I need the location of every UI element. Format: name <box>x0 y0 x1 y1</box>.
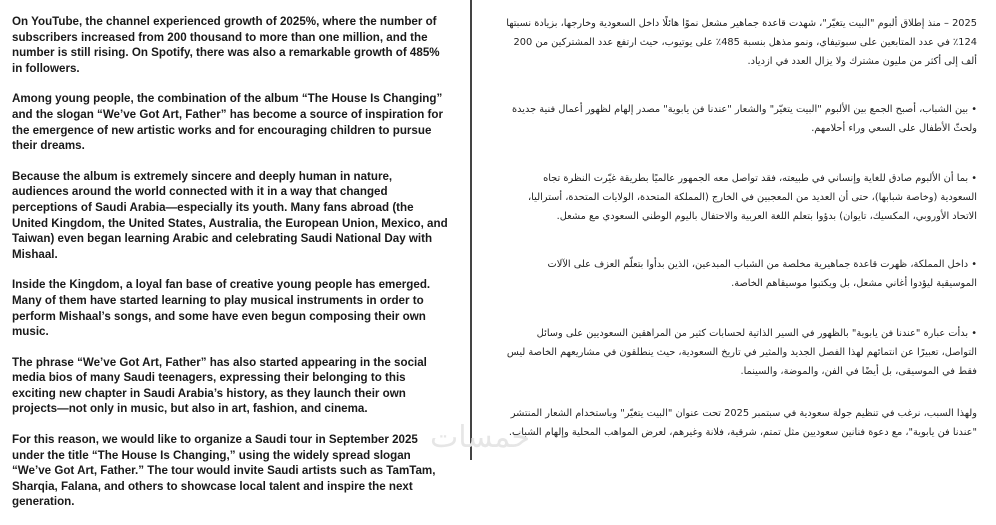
arabic-paragraph-youtube-growth: 2025 – منذ إطلاق ألبوم "البيت يتغيّر"، شهدت قاعدة جماهير مشعل نموًا هائلًا داخل السعودية وخارجها، بزيادة نسبتها 124٪ في عدد المتابعين على سبوتيفاي، ونمو مذهل بنسبة 485٪ على يوتيوب، حيث ارتفع عدد المشتركين من 200 ألف إلى أكثر من مليون مشترك ولا يزال العدد في ازدياد. <box>506 18 977 67</box>
arabic-paragraph-kingdom-fans: • داخل المملكة، ظهرت قاعدة جماهيرية مخلصة من الشباب المبدعين، الذين بدأوا بتعلّم العزف على الآلات الموسيقية ليؤدوا أغاني مشعل، بل ويكتبوا موسيقاهم الخاصة. <box>547 259 977 289</box>
english-paragraph-global-audience: Because the album is extremely sincere and deeply human in nature, audiences around the world connected with it in a way that changed perceptions of Saudi Arabia—especially its youth. Many fans abroad (the United Kingdom, the United States, Australia, the European Union, Mexico, and Taiwan) even began learning Arabic and celebrating Saudi National Day with Mishaal. <box>12 169 448 261</box>
arabic-paragraph-social-bios: • بدأت عبارة "عندنا فن يابوية" بالظهور في السير الذاتية لحسابات كثير من المراهقين السعوديين على وسائل التواصل، تعبيرًا عن انتمائهم لهذا الفصل الجديد والمثير في تاريخ السعودية، حيث ينطلقون في مشاريعهم الخاصة ليس فقط في الموسيقى، بل أيضًا في الفن، والموضة، والسينما. <box>506 328 977 377</box>
arabic-paragraph-global-audience: • بما أن الألبوم صادق للغاية وإنساني في طبيعته، فقد تواصل معه الجمهور عالميًا بطريقة غيّرت النظرة تجاه السعودية (وخاصة شبابها)، حتى أن العديد من المعجبين في الخارج (المملكة المتحدة، الولايات المتحدة، أستراليا، الاتحاد الأوروبي، المكسيك، تايوان) بدؤوا بتعلم اللغة العربية والاحتفال باليوم الوطني السعودي مع مشعل. <box>528 173 977 222</box>
english-column <box>12 14 452 525</box>
column-divider <box>470 0 472 460</box>
english-paragraph-tour-proposal: For this reason, we would like to organize a Saudi tour in September 2025 under the title “The House Is Changing,” using the widely spread slogan “We’ve Got Art, Father.” The tour would invite Saudi artists such as TamTam, Sharqia, Falana, and others to showcase local talent and inspire the next generation. <box>12 433 436 509</box>
english-paragraph-social-bios: The phrase “We’ve Got Art, Father” has also started appearing in the social media bios of many Saudi teenagers, expressing their belonging to this exciting new chapter in Saudi Arabia’s history, as they launch their own projects—not only in music, but also in art, fashion, and cinema. <box>12 355 427 416</box>
arabic-paragraph-young-people: • بين الشباب، أصبح الجمع بين الألبوم "البيت يتغيّر" والشعار "عندنا فن يابوية" مصدر إلهام لظهور أعمال فنية جديدة ولحثّ الأطفال على السعي وراء أحلامهم. <box>511 104 977 134</box>
english-paragraph-young-people: Among young people, the combination of the album “The House Is Changing” and the slogan “We’ve Got Art, Father” has become a source of inspiration for the emergence of new artistic works and for encouraging children to pursue their dreams. <box>12 92 443 153</box>
arabic-paragraph-tour-proposal: ولهذا السبب، نرغب في تنظيم جولة سعودية في سبتمبر 2025 تحت عنوان "البيت يتغيّر" وباستخدام الشعار المنتشر "عندنا فن يابوية"، مع دعوة فنانين سعوديين مثل تمتم، شرقية، فلانة وغيرهم، لعرض المواهب المحلية وإلهام الشباب. <box>508 408 977 438</box>
english-paragraph-youtube-growth: On YouTube, the channel experienced growth of 2025%, where the number of subscribers increased from 200 thousand to more than one million, and the number is still rising. On Spotify, there was also a remarkable growth of 485% in followers. <box>12 15 440 75</box>
english-paragraph-kingdom-fans: Inside the Kingdom, a loyal fan base of creative young people has emerged. Many of them have started learning to play musical instruments in order to perform Mishaal’s songs, and some have even begun composing their own music. <box>12 278 431 339</box>
site-watermark: خمسات <box>430 420 531 455</box>
